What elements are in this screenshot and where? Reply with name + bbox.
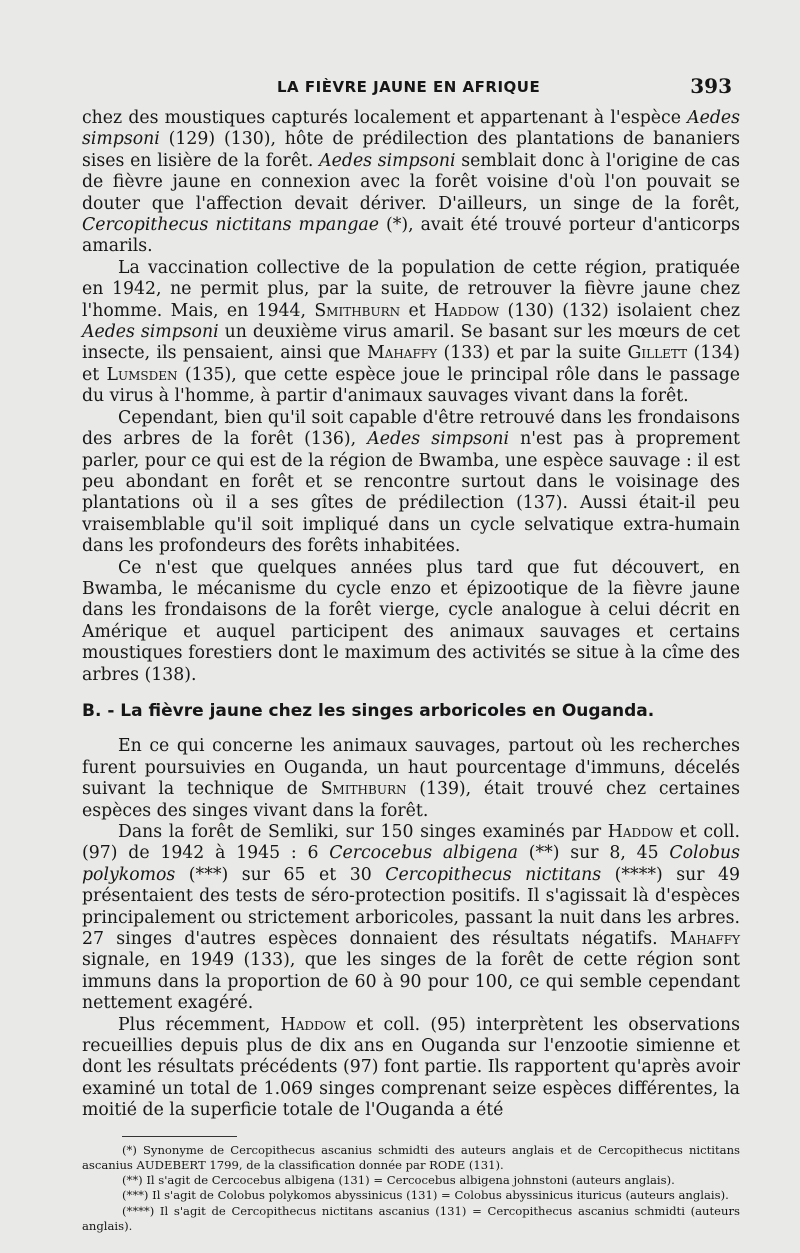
species-name: Colobus polykomos [82,843,741,885]
text-run: Plus récemment, [118,1014,281,1035]
paragraph-3 [82,408,740,558]
paragraph-4 [82,558,740,686]
author-name: Mahaffy [366,343,438,364]
species-name: Aedes simpsoni [367,429,510,450]
text-run: En ce qui concerne les animaux sauvages, partout où les recherches furent poursuivies en Ouganda, un haut pourcentage d'immuns, décelés suivant la technique de [82,736,740,800]
text-run: et coll. (97) de 1942 à 1945 : 6 [82,822,740,864]
paragraph-6 [82,822,740,1015]
paragraph-1 [82,108,740,258]
text-run: et coll. (95) interprètent les observations recueillies depuis plus de dix ans en Ouganda sur l'enzootie simienne et dont les résultats précédents (97) font partie. Ils rapportent qu'après avoir examiné un total de 1.069 singes comprenant seize espèces différentes, la moitié de la superficie totale de l'Ouganda a été [82,1014,740,1121]
author-name: Lumsden [106,364,178,385]
text-run: (***) sur 65 et 30 [175,864,386,885]
text-run: (*), avait été trouvé porteur d'anticorps amarils. [82,215,741,257]
footnotes [82,1143,740,1234]
text-run: chez des moustiques capturés localement et appartenant à l'espèce [82,108,688,128]
footnote-2: (**) Il s'agit de Cercocebus albigena (131) = Cercocebus albigena johnstoni (auteurs anglais). [122,1173,675,1188]
author-name: Haddow [280,1014,346,1035]
text-run: La vaccination collective de la population de cette région, pratiquée en 1942, ne permit plus, par la suite, de retrouver la fièvre jaune chez l'homme. Mais, en 1944, [82,257,740,321]
footnote-3: (***) Il s'agit de Colobus polykomos abyssinicus (131) = Colobus abyssinicus ituricus (auteurs anglais). [122,1188,729,1203]
running-title: LA FIÈVRE JAUNE EN AFRIQUE [277,78,541,96]
text-run: (139), était trouvé chez certaines espèces des singes vivant dans la forêt. [82,779,740,821]
species-name: Cercopithecus nictitans [385,864,602,885]
text-run: Dans la forêt de Semliki, sur 150 singes examinés par [118,822,608,842]
text-run: (****) sur 49 présentaient des tests de séro-protection positifs. Il s'agissait là d'espèces principalement ou strictement arboricoles, passant la nuit dans les arbres. 27 singes d'autres espèces donnaient des résultats négatifs. [82,864,740,950]
footnote-1: (*) Synonyme de Cercopithecus ascanius schmidti des auteurs anglais et de Cercopithecus nictitans ascanius AUDEBERT 1799, de la classification donnée par RODE (131). [82,1142,740,1172]
text-run: (129) (130), hôte de prédilection des plantations de bananiers sises en lisière de la forêt. [82,129,740,171]
text-run: (135), que cette espèce joue le principal rôle dans le passage du virus à l'homme, à partir d'animaux sauvages vivant dans la forêt. [82,364,740,407]
text-run: Ce n'est que quelques années plus tard que fut découvert, en Bwamba, le mécanisme du cycle enzo et épizootique de la fièvre jaune dans les frondaisons de la forêt vierge, cycle analogue à celui décrit en Amérique et auquel participent des animaux sauvages et certains moustiques forestiers dont le maximum des activités se situe à la cîme des arbres (138). [82,557,740,685]
text-run: (133) et par la suite [437,343,628,364]
author-name: Smithburn [314,300,401,321]
footnote-divider [122,1136,237,1137]
page-number: 393 [690,74,732,98]
text-run: signale, en 1949 (133), que les singes de la forêt de cette région sont immuns dans la proportion de 60 à 90 pour 100, ce qui semble cependant nettement exagéré. [82,950,740,1014]
text-run: (**) sur 8, 45 [517,843,670,864]
text-run: (130) (132) isolaient chez [499,300,740,321]
author-name: Haddow [433,300,500,321]
text-run: Cependant, bien qu'il soit capable d'être retrouvé dans les frondaisons des arbres de la forêt (136), [82,407,740,450]
body-text [82,108,740,1122]
section-heading: B. - La fièvre jaune chez les singes arboricoles en Ouganda. [82,700,655,721]
text-run: un deuxième virus amaril. Se basant sur les mœurs de cet insecte, ils pensaient, ainsi que [82,322,740,364]
text-run: n'est pas à proprement parler, pour ce qui est de la région de Bwamba, une espèce sauvage : il est peu abondant en forêt et se rencontre surtout dans le voisinage des plantations où il a ses gîtes de prédilection (137). Aussi était-il peu vraisemblable qu'il soit impliqué dans un cycle selvatique extra-humain dans les profondeurs des forêts inhabitées. [82,429,740,557]
species-name: Aedes simpsoni [319,150,456,171]
text-run: et [400,300,434,321]
species-name: Cercocebus albigena [329,843,518,864]
species-name: Aedes simpsoni [82,108,740,150]
footnote-4: (****) Il s'agit de Cercopithecus nictitans ascanius (131) = Cercopithecus ascanius schmidti (auteurs anglais). [82,1203,740,1233]
author-name: Gillett [627,343,688,364]
running-head [82,74,740,108]
author-name: Smithburn [320,779,407,800]
author-name: Haddow [607,822,673,842]
paragraph-2 [82,258,740,408]
text-run: semblait donc à l'origine de cas de fièvre jaune en connexion avec la forêt voisine d'où l'on pouvait se douter que l'affection devait dériver. D'ailleurs, un singe de la forêt, [82,150,740,214]
text-run: (134) et [82,343,741,385]
species-name: Cercopithecus nictitans mpangae [82,215,379,236]
paragraph-5 [82,736,740,822]
paragraph-7 [82,1015,740,1122]
author-name: Mahaffy [669,929,740,950]
species-name: Aedes simpsoni [82,322,219,343]
